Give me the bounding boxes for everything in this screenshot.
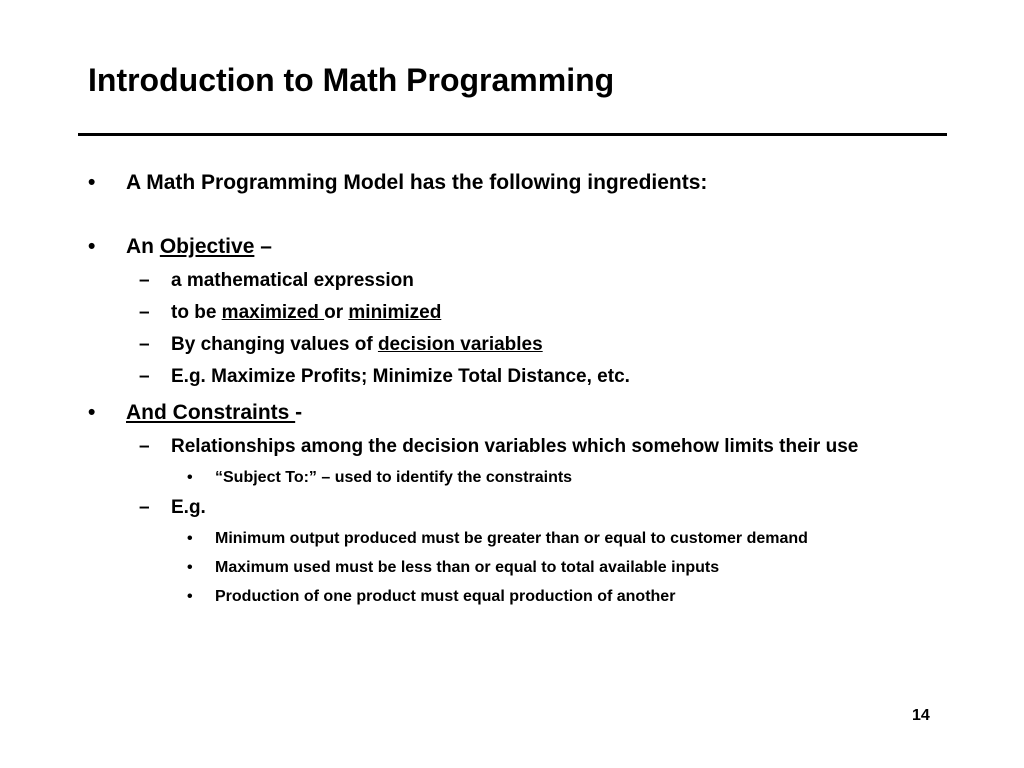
sub-text: E.g. <box>171 497 206 518</box>
title-divider <box>78 133 947 136</box>
example-text: Production of one product must equal production of another <box>215 588 676 605</box>
dash-marker: – <box>139 302 150 323</box>
bullet-marker: • <box>88 401 96 424</box>
objective-suffix: – <box>254 235 272 258</box>
decision-variables-term: decision variables <box>377 334 543 355</box>
example-text: Maximum used must be less than or equal to total available inputs <box>215 559 720 576</box>
bullet-marker: • <box>88 171 96 194</box>
constraints-suffix: - <box>295 401 303 424</box>
minimized-term: minimized <box>348 302 442 323</box>
bullet-marker: • <box>187 588 193 605</box>
bullet-objective <box>88 232 968 262</box>
objective-sub-expression <box>88 268 961 294</box>
objective-sub-example <box>88 364 961 390</box>
bullet-marker: • <box>88 235 96 258</box>
dash-marker: – <box>139 436 150 457</box>
bullet-ingredients <box>88 168 968 198</box>
bullet-marker: • <box>187 469 193 486</box>
example-item <box>88 557 968 579</box>
bullet-marker: • <box>187 530 193 547</box>
bullet-marker: • <box>187 559 193 576</box>
sub-text-or: or <box>324 302 349 323</box>
objective-term: Objective <box>159 235 255 258</box>
sub-text-prefix: to be <box>171 302 222 323</box>
dash-marker: – <box>139 270 150 291</box>
dash-marker: – <box>139 497 150 518</box>
example-item <box>88 586 968 608</box>
objective-sub-decision-variables <box>88 332 961 358</box>
bullet-text: A Math Programming Model has the following ingredients: <box>126 171 708 194</box>
sub-text: a mathematical expression <box>171 270 414 291</box>
page-number: 14 <box>912 707 930 724</box>
sub-text-prefix: By changing values of <box>171 334 378 355</box>
example-text: Minimum output produced must be greater than or equal to customer demand <box>215 530 808 547</box>
constraints-sub-eg <box>88 495 961 521</box>
objective-prefix: An <box>126 235 160 258</box>
constraints-subject-to <box>88 467 968 489</box>
dash-marker: – <box>139 366 150 387</box>
bullet-constraints <box>88 398 968 428</box>
objective-sub-maximize <box>88 300 961 326</box>
detail-text: “Subject To:” – used to identify the constraints <box>215 469 573 486</box>
constraints-term: And Constraints <box>126 401 296 424</box>
slide-content <box>88 168 968 608</box>
dash-marker: – <box>139 334 150 355</box>
sub-text: Relationships among the decision variables which somehow limits their use <box>171 436 859 457</box>
maximized-term: maximized <box>221 302 325 323</box>
constraints-sub-relationships <box>88 434 961 460</box>
slide-title: Introduction to Math Programming <box>88 62 615 98</box>
sub-text: E.g. Maximize Profits; Minimize Total Distance, etc. <box>171 366 630 387</box>
example-item <box>88 528 968 550</box>
